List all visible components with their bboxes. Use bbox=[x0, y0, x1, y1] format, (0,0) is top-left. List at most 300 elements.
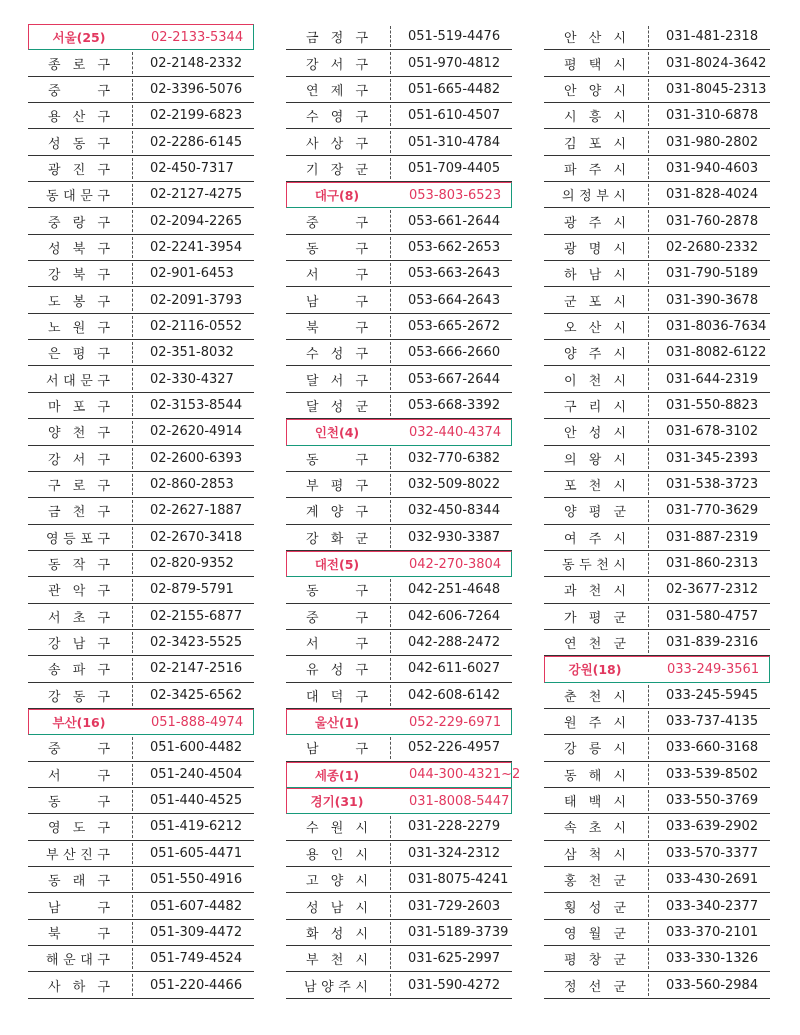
district-name: 강 북 구 bbox=[48, 268, 110, 284]
district-name: 가 평 군 bbox=[564, 610, 626, 626]
directory-row bbox=[544, 788, 770, 814]
dashed-divider bbox=[132, 289, 133, 310]
dashed-divider bbox=[390, 974, 391, 995]
district-name: 용 산 구 bbox=[48, 110, 110, 126]
dashed-divider bbox=[390, 158, 391, 179]
district-name: 계 양 구 bbox=[306, 505, 368, 521]
directory-row bbox=[286, 261, 512, 287]
dashed-divider bbox=[390, 105, 391, 126]
directory-row bbox=[286, 683, 512, 709]
district-phone: 031-310-6878 bbox=[666, 108, 759, 124]
district-phone: 031-839-2316 bbox=[666, 635, 759, 651]
district-name: 김 포 시 bbox=[564, 136, 626, 152]
district-phone: 052-226-4957 bbox=[408, 740, 501, 756]
directory-row bbox=[28, 182, 254, 208]
district-phone: 051-665-4482 bbox=[408, 81, 501, 97]
directory-row bbox=[28, 946, 254, 972]
district-phone: 033-550-3769 bbox=[666, 793, 759, 809]
region-phone: 042-270-3804 bbox=[409, 556, 502, 572]
district-name: 태 백 시 bbox=[564, 795, 626, 811]
dashed-divider bbox=[390, 342, 391, 363]
dashed-divider bbox=[390, 685, 391, 706]
district-phone: 02-2600-6393 bbox=[150, 450, 243, 466]
directory-row bbox=[544, 709, 770, 735]
dashed-divider bbox=[648, 790, 649, 811]
directory-row bbox=[544, 814, 770, 840]
region-name: 서울(25) bbox=[52, 30, 106, 46]
district-phone: 051-607-4482 bbox=[150, 898, 243, 914]
district-phone: 051-970-4812 bbox=[408, 55, 501, 71]
directory-row bbox=[28, 77, 254, 103]
dashed-divider bbox=[132, 922, 133, 943]
district-phone: 053-667-2644 bbox=[408, 371, 501, 387]
directory-row bbox=[544, 577, 770, 603]
region-name: 부산(16) bbox=[52, 715, 106, 731]
district-phone: 051-610-4507 bbox=[408, 108, 501, 124]
district-name: 금 천 구 bbox=[48, 505, 110, 521]
district-name: 중 구 bbox=[306, 610, 368, 626]
region-phone: 053-803-6523 bbox=[409, 187, 502, 203]
district-name: 마 포 구 bbox=[48, 399, 110, 415]
district-name: 기 장 군 bbox=[306, 162, 368, 178]
dashed-divider bbox=[132, 395, 133, 416]
district-phone: 051-310-4784 bbox=[408, 134, 501, 150]
directory-row bbox=[544, 946, 770, 972]
district-phone: 051-220-4466 bbox=[150, 977, 243, 993]
directory-row bbox=[544, 182, 770, 208]
district-phone: 033-539-8502 bbox=[666, 766, 759, 782]
district-name: 동 구 bbox=[48, 795, 110, 811]
region-header-row bbox=[544, 656, 770, 682]
district-phone: 02-2127-4275 bbox=[150, 187, 243, 203]
dashed-divider bbox=[390, 895, 391, 916]
directory-row bbox=[544, 129, 770, 155]
dashed-divider bbox=[132, 553, 133, 574]
district-name: 남 구 bbox=[48, 900, 110, 916]
dashed-divider bbox=[648, 685, 649, 706]
district-name: 달 성 군 bbox=[306, 399, 368, 415]
district-name: 금 정 구 bbox=[306, 31, 368, 47]
district-name: 성 북 구 bbox=[48, 241, 110, 257]
district-phone: 031-538-3723 bbox=[666, 477, 759, 493]
district-phone: 033-560-2984 bbox=[666, 977, 759, 993]
region-header-row bbox=[28, 709, 254, 735]
directory-row bbox=[544, 893, 770, 919]
directory-row bbox=[286, 525, 512, 551]
district-name: 안 산 시 bbox=[564, 31, 626, 47]
dashed-divider bbox=[132, 685, 133, 706]
dashed-divider bbox=[132, 52, 133, 73]
region-name: 울산(1) bbox=[314, 715, 360, 731]
district-phone: 02-2680-2332 bbox=[666, 239, 759, 255]
region-phone: 032-440-4374 bbox=[409, 424, 502, 440]
directory-row bbox=[28, 235, 254, 261]
district-phone: 031-550-8823 bbox=[666, 397, 759, 413]
district-phone: 02-3396-5076 bbox=[150, 81, 243, 97]
directory-row bbox=[544, 630, 770, 656]
dashed-divider bbox=[390, 237, 391, 258]
directory-row bbox=[28, 656, 254, 682]
district-name: 양 천 구 bbox=[48, 426, 110, 442]
directory-row bbox=[286, 129, 512, 155]
directory-column-1 bbox=[28, 24, 254, 999]
district-name: 광 명 시 bbox=[564, 241, 626, 257]
directory-row bbox=[286, 604, 512, 630]
directory-row bbox=[28, 893, 254, 919]
district-phone: 053-668-3392 bbox=[408, 397, 501, 413]
directory-row bbox=[544, 103, 770, 129]
region-name: 대전(5) bbox=[314, 557, 360, 573]
district-name: 은 평 구 bbox=[48, 347, 110, 363]
dashed-divider bbox=[132, 974, 133, 995]
district-phone: 02-901-6453 bbox=[150, 266, 234, 282]
district-name: 하 남 시 bbox=[564, 268, 626, 284]
directory-row bbox=[286, 577, 512, 603]
district-phone: 042-251-4648 bbox=[408, 582, 501, 598]
directory-row bbox=[286, 893, 512, 919]
dashed-divider bbox=[132, 869, 133, 890]
district-phone: 031-8082-6122 bbox=[666, 345, 767, 361]
district-phone: 02-820-9352 bbox=[150, 556, 234, 572]
region-name: 대구(8) bbox=[314, 188, 360, 204]
directory-row bbox=[544, 867, 770, 893]
district-phone: 031-228-2279 bbox=[408, 819, 501, 835]
dashed-divider bbox=[648, 737, 649, 758]
region-name: 세종(1) bbox=[314, 767, 360, 783]
dashed-divider bbox=[132, 237, 133, 258]
directory-row bbox=[286, 340, 512, 366]
dashed-divider bbox=[648, 158, 649, 179]
dashed-divider bbox=[132, 263, 133, 284]
directory-row bbox=[286, 446, 512, 472]
region-header-row bbox=[286, 762, 521, 788]
district-phone: 02-450-7317 bbox=[150, 160, 234, 176]
dashed-divider bbox=[132, 790, 133, 811]
dashed-divider bbox=[648, 579, 649, 600]
district-name: 사 상 구 bbox=[306, 136, 368, 152]
district-phone: 033-340-2377 bbox=[666, 898, 759, 914]
district-name: 남 구 bbox=[306, 742, 368, 758]
dashed-divider bbox=[132, 895, 133, 916]
dashed-divider bbox=[132, 316, 133, 337]
dashed-divider bbox=[132, 500, 133, 521]
district-phone: 02-330-4327 bbox=[150, 371, 234, 387]
dashed-divider bbox=[132, 658, 133, 679]
dashed-divider bbox=[390, 316, 391, 337]
directory-row bbox=[286, 867, 512, 893]
dashed-divider bbox=[132, 737, 133, 758]
directory-row bbox=[544, 261, 770, 287]
district-name: 사 하 구 bbox=[48, 979, 110, 995]
district-name: 횡 성 군 bbox=[564, 900, 626, 916]
directory-row bbox=[28, 50, 254, 76]
district-phone: 02-2627-1887 bbox=[150, 503, 243, 519]
district-phone: 031-345-2393 bbox=[666, 450, 759, 466]
dashed-divider bbox=[132, 342, 133, 363]
directory-row bbox=[28, 446, 254, 472]
district-phone: 051-550-4916 bbox=[150, 872, 243, 888]
district-phone: 033-570-3377 bbox=[666, 845, 759, 861]
directory-row bbox=[544, 24, 770, 50]
dashed-divider bbox=[132, 606, 133, 627]
dashed-divider bbox=[648, 816, 649, 837]
district-name: 시 흥 시 bbox=[564, 110, 626, 126]
dashed-divider bbox=[648, 895, 649, 916]
district-name: 종 로 구 bbox=[48, 57, 110, 73]
dashed-divider bbox=[648, 922, 649, 943]
dashed-divider bbox=[648, 421, 649, 442]
district-name: 동 구 bbox=[306, 241, 368, 257]
directory-row bbox=[28, 972, 254, 998]
district-name: 강 서 구 bbox=[306, 57, 368, 73]
region-phone: 033-249-3561 bbox=[667, 661, 760, 677]
directory-row bbox=[544, 498, 770, 524]
district-name: 동 구 bbox=[306, 584, 368, 600]
district-name: 중 랑 구 bbox=[48, 215, 110, 231]
district-name: 고 양 시 bbox=[306, 874, 368, 890]
district-phone: 032-509-8022 bbox=[408, 477, 501, 493]
directory-row bbox=[28, 735, 254, 761]
district-name: 부 산 진 구 bbox=[46, 847, 110, 863]
directory-row bbox=[544, 551, 770, 577]
dashed-divider bbox=[390, 79, 391, 100]
directory-row bbox=[286, 841, 512, 867]
directory-row bbox=[286, 235, 512, 261]
region-phone: 02-2133-5344 bbox=[151, 29, 244, 45]
district-phone: 033-430-2691 bbox=[666, 872, 759, 888]
region-phone: 051-888-4974 bbox=[151, 714, 244, 730]
dashed-divider bbox=[390, 263, 391, 284]
district-name: 동 해 시 bbox=[564, 768, 626, 784]
district-phone: 053-662-2653 bbox=[408, 239, 501, 255]
district-phone: 02-2241-3954 bbox=[150, 239, 243, 255]
district-name: 서 구 bbox=[306, 268, 368, 284]
directory-row bbox=[286, 946, 512, 972]
region-name: 강원(18) bbox=[568, 662, 622, 678]
dashed-divider bbox=[390, 52, 391, 73]
district-phone: 031-940-4603 bbox=[666, 160, 759, 176]
district-name: 양 주 시 bbox=[564, 347, 626, 363]
dashed-divider bbox=[132, 764, 133, 785]
dashed-divider bbox=[390, 843, 391, 864]
district-phone: 031-390-3678 bbox=[666, 292, 759, 308]
region-header-row bbox=[286, 182, 512, 208]
district-phone: 031-644-2319 bbox=[666, 371, 759, 387]
district-name: 노 원 구 bbox=[48, 320, 110, 336]
dashed-divider bbox=[390, 579, 391, 600]
district-name: 용 인 시 bbox=[306, 847, 368, 863]
dashed-divider bbox=[648, 632, 649, 653]
directory-row bbox=[286, 735, 512, 761]
district-name: 동 대 문 구 bbox=[46, 189, 110, 205]
district-phone: 02-879-5791 bbox=[150, 582, 234, 598]
district-phone: 032-770-6382 bbox=[408, 450, 501, 466]
dashed-divider bbox=[132, 131, 133, 152]
district-name: 여 주 시 bbox=[564, 531, 626, 547]
dashed-divider bbox=[648, 869, 649, 890]
dashed-divider bbox=[648, 764, 649, 785]
directory-row bbox=[544, 604, 770, 630]
district-name: 연 천 군 bbox=[564, 637, 626, 653]
district-phone: 031-980-2802 bbox=[666, 134, 759, 150]
dashed-divider bbox=[390, 606, 391, 627]
district-name: 중 구 bbox=[306, 215, 368, 231]
directory-row bbox=[28, 208, 254, 234]
region-name: 경기(31) bbox=[310, 794, 364, 810]
district-phone: 02-2148-2332 bbox=[150, 55, 243, 71]
dashed-divider bbox=[390, 395, 391, 416]
dashed-divider bbox=[648, 237, 649, 258]
dashed-divider bbox=[390, 448, 391, 469]
district-phone: 02-2091-3793 bbox=[150, 292, 243, 308]
district-name: 영 도 구 bbox=[48, 821, 110, 837]
dashed-divider bbox=[132, 158, 133, 179]
district-name: 북 구 bbox=[306, 320, 368, 336]
district-phone: 042-288-2472 bbox=[408, 635, 501, 651]
district-phone: 02-2155-6877 bbox=[150, 608, 243, 624]
region-header-row bbox=[28, 24, 254, 50]
district-name: 오 산 시 bbox=[564, 320, 626, 336]
directory-row bbox=[544, 235, 770, 261]
directory-row bbox=[286, 103, 512, 129]
directory-row bbox=[28, 287, 254, 313]
district-name: 평 택 시 bbox=[564, 57, 626, 73]
district-name: 수 원 시 bbox=[306, 821, 368, 837]
directory-row bbox=[28, 261, 254, 287]
region-header-row bbox=[286, 551, 512, 577]
district-phone: 031-8036-7634 bbox=[666, 318, 767, 334]
district-phone: 031-590-4272 bbox=[408, 977, 501, 993]
region-header-row bbox=[286, 788, 512, 814]
district-name: 춘 천 시 bbox=[564, 689, 626, 705]
dashed-divider bbox=[648, 843, 649, 864]
district-name: 화 성 시 bbox=[306, 926, 368, 942]
district-name: 파 주 시 bbox=[564, 162, 626, 178]
district-phone: 053-661-2644 bbox=[408, 213, 501, 229]
directory-row bbox=[286, 472, 512, 498]
district-name: 광 진 구 bbox=[48, 162, 110, 178]
directory-row bbox=[28, 419, 254, 445]
district-phone: 02-2286-6145 bbox=[150, 134, 243, 150]
district-name: 유 성 구 bbox=[306, 663, 368, 679]
district-phone: 033-330-1326 bbox=[666, 951, 759, 967]
district-name: 영 등 포 구 bbox=[46, 531, 110, 547]
dashed-divider bbox=[132, 474, 133, 495]
district-name: 서 초 구 bbox=[48, 610, 110, 626]
district-phone: 051-519-4476 bbox=[408, 29, 501, 45]
directory-row bbox=[28, 498, 254, 524]
dashed-divider bbox=[648, 711, 649, 732]
district-name: 과 천 시 bbox=[564, 584, 626, 600]
directory-row bbox=[544, 920, 770, 946]
district-name: 북 구 bbox=[48, 926, 110, 942]
directory-column-3 bbox=[544, 24, 770, 999]
district-phone: 051-440-4525 bbox=[150, 793, 243, 809]
directory-row bbox=[286, 630, 512, 656]
district-name: 평 창 군 bbox=[564, 953, 626, 969]
directory-row bbox=[544, 446, 770, 472]
district-phone: 031-580-4757 bbox=[666, 608, 759, 624]
directory-row bbox=[286, 656, 512, 682]
dashed-divider bbox=[132, 843, 133, 864]
region-header-row bbox=[286, 709, 512, 735]
directory-row bbox=[544, 393, 770, 419]
dashed-divider bbox=[390, 632, 391, 653]
directory-row bbox=[286, 156, 512, 182]
district-phone: 033-245-5945 bbox=[666, 687, 759, 703]
directory-row bbox=[28, 551, 254, 577]
dashed-divider bbox=[648, 527, 649, 548]
dashed-divider bbox=[390, 922, 391, 943]
directory-row bbox=[544, 50, 770, 76]
district-phone: 032-930-3387 bbox=[408, 529, 501, 545]
directory-row bbox=[544, 340, 770, 366]
district-phone: 032-450-8344 bbox=[408, 503, 501, 519]
district-name: 강 서 구 bbox=[48, 452, 110, 468]
dashed-divider bbox=[132, 184, 133, 205]
district-phone: 031-887-2319 bbox=[666, 529, 759, 545]
district-phone: 02-3677-2312 bbox=[666, 582, 759, 598]
directory-row bbox=[544, 419, 770, 445]
district-phone: 031-8075-4241 bbox=[408, 872, 509, 888]
district-name: 강 남 구 bbox=[48, 637, 110, 653]
dashed-divider bbox=[648, 289, 649, 310]
directory-row bbox=[28, 129, 254, 155]
district-phone: 053-664-2643 bbox=[408, 292, 501, 308]
district-name: 성 동 구 bbox=[48, 136, 110, 152]
directory-row bbox=[28, 156, 254, 182]
district-name: 안 양 시 bbox=[564, 83, 626, 99]
directory-column-2 bbox=[286, 24, 521, 999]
district-name: 안 성 시 bbox=[564, 426, 626, 442]
district-name: 영 월 군 bbox=[564, 926, 626, 942]
district-name: 이 천 시 bbox=[564, 373, 626, 389]
dashed-divider bbox=[390, 658, 391, 679]
directory-row bbox=[544, 472, 770, 498]
directory-row bbox=[28, 472, 254, 498]
district-name: 군 포 시 bbox=[564, 294, 626, 310]
directory-row bbox=[286, 972, 512, 998]
district-phone: 031-828-4024 bbox=[666, 187, 759, 203]
district-name: 서 구 bbox=[306, 637, 368, 653]
dashed-divider bbox=[648, 210, 649, 231]
district-name: 송 파 구 bbox=[48, 663, 110, 679]
district-name: 달 서 구 bbox=[306, 373, 368, 389]
district-name: 구 리 시 bbox=[564, 399, 626, 415]
dashed-divider bbox=[132, 816, 133, 837]
district-phone: 031-790-5189 bbox=[666, 266, 759, 282]
directory-row bbox=[28, 366, 254, 392]
dashed-divider bbox=[648, 342, 649, 363]
district-phone: 033-370-2101 bbox=[666, 924, 759, 940]
dashed-divider bbox=[648, 368, 649, 389]
directory-row bbox=[286, 393, 512, 419]
dashed-divider bbox=[648, 974, 649, 995]
region-name: 인천(4) bbox=[314, 425, 360, 441]
dashed-divider bbox=[648, 448, 649, 469]
directory-row bbox=[28, 577, 254, 603]
district-phone: 031-860-2313 bbox=[666, 556, 759, 572]
directory-row bbox=[286, 814, 512, 840]
district-name: 성 남 시 bbox=[306, 900, 368, 916]
dashed-divider bbox=[390, 289, 391, 310]
dashed-divider bbox=[390, 131, 391, 152]
district-phone: 042-608-6142 bbox=[408, 687, 501, 703]
district-phone: 033-639-2902 bbox=[666, 819, 759, 835]
dashed-divider bbox=[648, 105, 649, 126]
dashed-divider bbox=[390, 737, 391, 758]
district-name: 중 구 bbox=[48, 742, 110, 758]
